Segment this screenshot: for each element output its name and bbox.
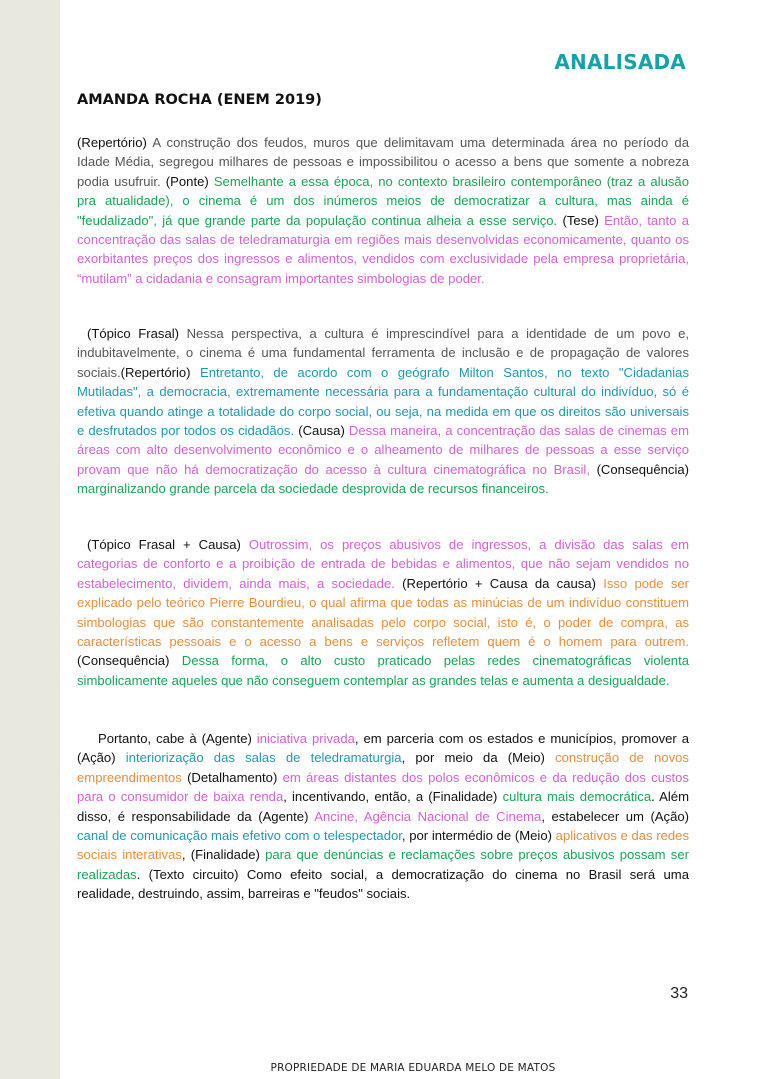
footer-ownership: PROPRIEDADE DE MARIA EDUARDA MELO DE MATOS bbox=[270, 1062, 556, 1074]
text-conclusion-part: Portanto, cabe à (Agente) bbox=[98, 731, 257, 746]
document-page bbox=[60, 0, 766, 1079]
text-causa: Dessa maneira, a concentração das salas de cinemas em áreas com alto desenvolvimento econômico e o alheamento de milhares de pessoas a esse serviço provam que não há democratização do acesso à cultura cinematográfica no Brasil, bbox=[77, 423, 689, 477]
text-conclusion-part: , por intermédio de (Meio) bbox=[401, 828, 556, 844]
label-ponte: (Ponte) bbox=[160, 173, 209, 189]
text-conclusion-part: . (Texto circuito) Como efeito social, a democratização do cinema no Brasil será uma realidade, destruindo, assim, barreiras e "feudos" sociais. bbox=[77, 866, 689, 902]
paragraph-development-2 bbox=[77, 535, 689, 690]
label-repertorio: (Repertório) bbox=[77, 135, 147, 150]
text-conclusion-part: , em parceria com os estados e municípios, promover a (Ação) bbox=[77, 731, 690, 766]
text-repertorio: Entretanto, de acordo com o geógrafo Milton Santos, no texto "Cidadanias Mutiladas", a democracia, extremamente necessária para a fundamentação cultural do indivíduo, só é efetiva quando atinge a totalidade do corpo social, ou seja, na medida em que os direitos são universais e desfrutados por todos os cidadãos. bbox=[77, 364, 689, 439]
text-repertorio-causa: Isso pode ser explicado pelo teórico Pierre Bourdieu, o qual afirma que todas as minúcias de um indivíduo constituem simbologias que são constantemente analisadas pelo corpo social, isto é, o poder de compra, as características pessoais e o acesso a bens e serviços refletem quem é o homem para outrem. bbox=[77, 575, 690, 650]
text-conclusion-part: . Além disso, é responsabilidade da (Agente) bbox=[77, 789, 689, 824]
paragraph-development-1 bbox=[77, 324, 689, 499]
text-topico-frasal: Nessa perspectiva, a cultura é imprescindível para a identidade de um povo e, indubitavelmente, o cinema é uma fundamental ferramenta de inclusão e de propagação de valores sociais. bbox=[77, 326, 689, 380]
label-causa: (Causa) bbox=[294, 423, 345, 439]
text-consequencia: Dessa forma, o alto custo praticado pelas redes cinematográficas violenta simbolicamente aqueles que não conseguem contemplar as grandes telas e aumenta a desigualdade. bbox=[77, 653, 689, 688]
text-consequencia: marginalizando grande parcela da sociedade desprovida de recursos financeiros. bbox=[77, 481, 549, 497]
text-meio-2: aplicativos e das redes sociais interativas bbox=[77, 828, 689, 863]
text-repertorio: A construção dos feudos, muros que delimitavam uma determinada área no período da Idade Média, segregou milhares de pessoas e impossibilitou o acesso a bens que somente a nobreza podia usufruir. bbox=[77, 135, 689, 189]
text-acao-1: interiorização das salas de teledramaturgia bbox=[125, 750, 402, 766]
analysis-tag: ANALISADA bbox=[554, 50, 686, 74]
text-finalidade-2: para que denúncias e reclamações sobre preços abusivos possam ser realizadas bbox=[77, 847, 689, 882]
text-agente-2: Ancine, Agência Nacional de Cinema bbox=[314, 808, 542, 824]
text-conclusion-part: (Detalhamento) bbox=[181, 769, 283, 785]
text-meio-1: construção de novos empreendimentos bbox=[77, 750, 689, 785]
author-line: AMANDA ROCHA (ENEM 2019) bbox=[77, 92, 322, 108]
text-topico-causa: Outrossim, os preços abusivos de ingressos, a divisão das salas em categorias de conforto e a proibição de entrada de bebidas e alimentos, que não sejam vendidos no estabelecimento, dividem, ainda mais, a sociedade. bbox=[77, 537, 689, 591]
label-repertorio-causa: (Repertório + Causa da causa) bbox=[394, 575, 596, 591]
text-detalhamento: em áreas distantes dos polos econômicos e da redução dos custos para o consumidor de baixa renda bbox=[77, 769, 689, 805]
label-tese: (Tese) bbox=[557, 212, 599, 228]
paragraph-conclusion bbox=[77, 729, 689, 904]
label-topico-causa: (Tópico Frasal + Causa) bbox=[87, 537, 241, 552]
left-margin-band bbox=[0, 0, 60, 1079]
label-consequencia: (Consequência) bbox=[589, 461, 690, 477]
text-acao-2: canal de comunicação mais efetivo com o telespectador bbox=[77, 828, 402, 844]
text-ponte: Semelhante a essa época, no contexto brasileiro contemporâneo (traz a alusão pra atualidade), o cinema é um dos inúmeros meios de democratizar a cultura, mas ainda é "feudalizado", já que grande parte da população continua alheia a esse serviço. bbox=[77, 173, 689, 228]
text-tese: Então, tanto a concentração das salas de teledramaturgia em regiões mais desenvolvidas economicamente, quanto os exorbitantes preços dos ingressos e alimentos, vendidos com exclusividade pela empresa proprietária, “mutilam” a cidadania e consagram importantes simbologias de poder. bbox=[77, 212, 689, 286]
label-consequencia: (Consequência) bbox=[77, 653, 170, 669]
text-agente-1: iniciativa privada bbox=[256, 731, 355, 746]
page-number: 33 bbox=[670, 985, 688, 1002]
text-conclusion-part: , (Finalidade) bbox=[181, 847, 266, 863]
text-conclusion-part: , por meio da (Meio) bbox=[401, 750, 556, 766]
label-topico-frasal: (Tópico Frasal) bbox=[87, 326, 179, 341]
paragraph-introduction bbox=[77, 133, 689, 288]
label-repertorio: (Repertório) bbox=[120, 364, 191, 380]
text-conclusion-part: , estabelecer um (Ação) bbox=[541, 808, 690, 824]
text-conclusion-part: , incentivando, então, a (Finalidade) bbox=[283, 789, 503, 805]
text-finalidade-1: cultura mais democrática bbox=[502, 789, 652, 805]
